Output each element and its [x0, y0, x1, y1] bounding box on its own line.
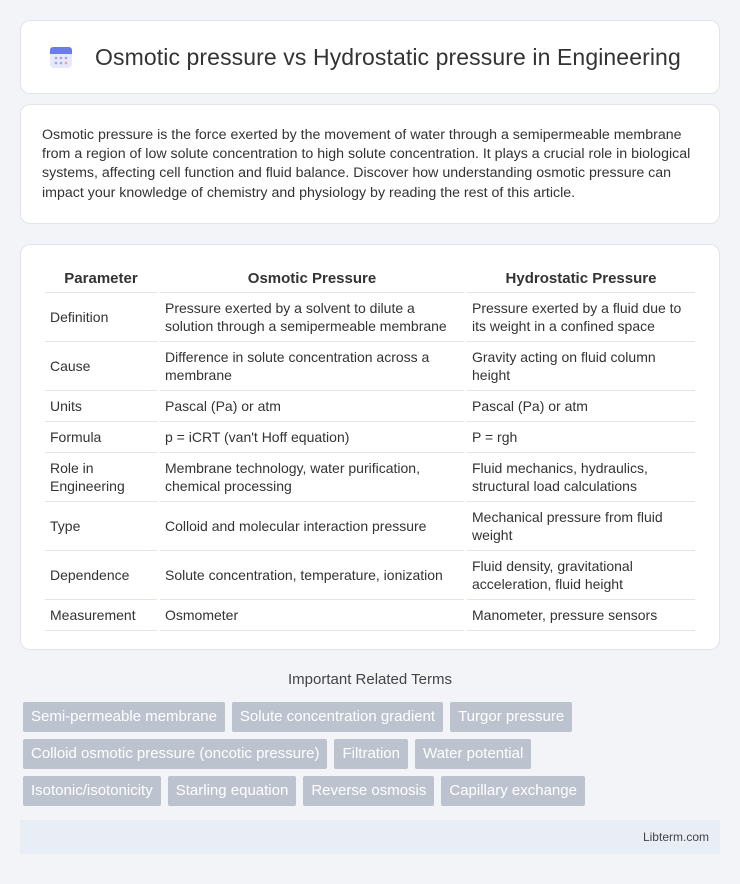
comparison-table-card	[20, 244, 720, 650]
column-header: Hydrostatic Pressure	[467, 265, 695, 293]
related-terms-title: Important Related Terms	[288, 671, 452, 688]
table-cell: Manometer, pressure sensors	[467, 600, 695, 631]
related-terms-list	[23, 702, 723, 813]
table-cell: Solute concentration, temperature, ionization	[160, 551, 464, 600]
intro-text: Osmotic pressure is the force exerted by the movement of water through a semipermeable membrane from a region of low solute concentration to high solute concentration. It plays a crucial role in biological systems, affecting cell function and fluid balance. Discover how understanding osmotic pressure can impact your knowledge of chemistry and physiology by reading the rest of this article.	[42, 127, 691, 201]
table-cell: Pascal (Pa) or atm	[160, 391, 464, 422]
table-cell: Colloid and molecular interaction pressure	[160, 502, 464, 551]
calendar-icon	[47, 43, 75, 71]
table-cell: Dependence	[45, 551, 157, 600]
related-term-tag[interactable]: Filtration	[334, 739, 408, 769]
table-cell: Gravity acting on fluid column height	[467, 342, 695, 391]
table-cell: Fluid density, gravitational acceleration, fluid height	[467, 551, 695, 600]
column-header: Osmotic Pressure	[160, 265, 464, 293]
table-row	[45, 453, 695, 502]
table-row	[45, 600, 695, 631]
table-cell: Membrane technology, water purification, chemical processing	[160, 453, 464, 502]
tag-row	[23, 702, 723, 732]
table-cell: Fluid mechanics, hydraulics, structural load calculations	[467, 453, 695, 502]
table-cell: Role in Engineering	[45, 453, 157, 502]
table-cell: Mechanical pressure from fluid weight	[467, 502, 695, 551]
related-term-tag[interactable]: Water potential	[415, 739, 531, 769]
table-cell: Pressure exerted by a fluid due to its weight in a confined space	[467, 293, 695, 342]
table-cell: Formula	[45, 422, 157, 453]
table-cell: Difference in solute concentration across a membrane	[160, 342, 464, 391]
header-card	[20, 20, 720, 94]
related-term-tag[interactable]: Capillary exchange	[441, 776, 585, 806]
page-title: Osmotic pressure vs Hydrostatic pressure in Engineering	[95, 43, 681, 70]
related-term-tag[interactable]: Turgor pressure	[450, 702, 572, 732]
table-row	[45, 422, 695, 453]
table-row	[45, 551, 695, 600]
table-row	[45, 293, 695, 342]
related-term-tag[interactable]: Colloid osmotic pressure (oncotic pressure)	[23, 739, 327, 769]
table-row	[45, 391, 695, 422]
related-term-tag[interactable]: Isotonic/isotonicity	[23, 776, 161, 806]
table-cell: Definition	[45, 293, 157, 342]
table-cell: Units	[45, 391, 157, 422]
table-header-row	[45, 265, 695, 293]
column-header: Parameter	[45, 265, 157, 293]
table-cell: Osmometer	[160, 600, 464, 631]
related-term-tag[interactable]: Solute concentration gradient	[232, 702, 443, 732]
table-cell: Type	[45, 502, 157, 551]
comparison-table	[42, 265, 698, 631]
footer-site-link[interactable]: Libterm.com	[642, 830, 709, 844]
table-row	[45, 342, 695, 391]
tag-row	[23, 739, 723, 769]
table-cell: Pressure exerted by a solvent to dilute a solution through a semipermeable membrane	[160, 293, 464, 342]
table-cell: P = rgh	[467, 422, 695, 453]
table-cell: Measurement	[45, 600, 157, 631]
table-cell: Pascal (Pa) or atm	[467, 391, 695, 422]
related-term-tag[interactable]: Starling equation	[168, 776, 297, 806]
table-cell: p = iCRT (van't Hoff equation)	[160, 422, 464, 453]
tag-row	[23, 776, 723, 806]
intro-card	[20, 104, 720, 224]
table-row	[45, 502, 695, 551]
footer	[20, 820, 720, 854]
related-term-tag[interactable]: Semi-permeable membrane	[23, 702, 225, 732]
related-term-tag[interactable]: Reverse osmosis	[303, 776, 434, 806]
table-cell: Cause	[45, 342, 157, 391]
